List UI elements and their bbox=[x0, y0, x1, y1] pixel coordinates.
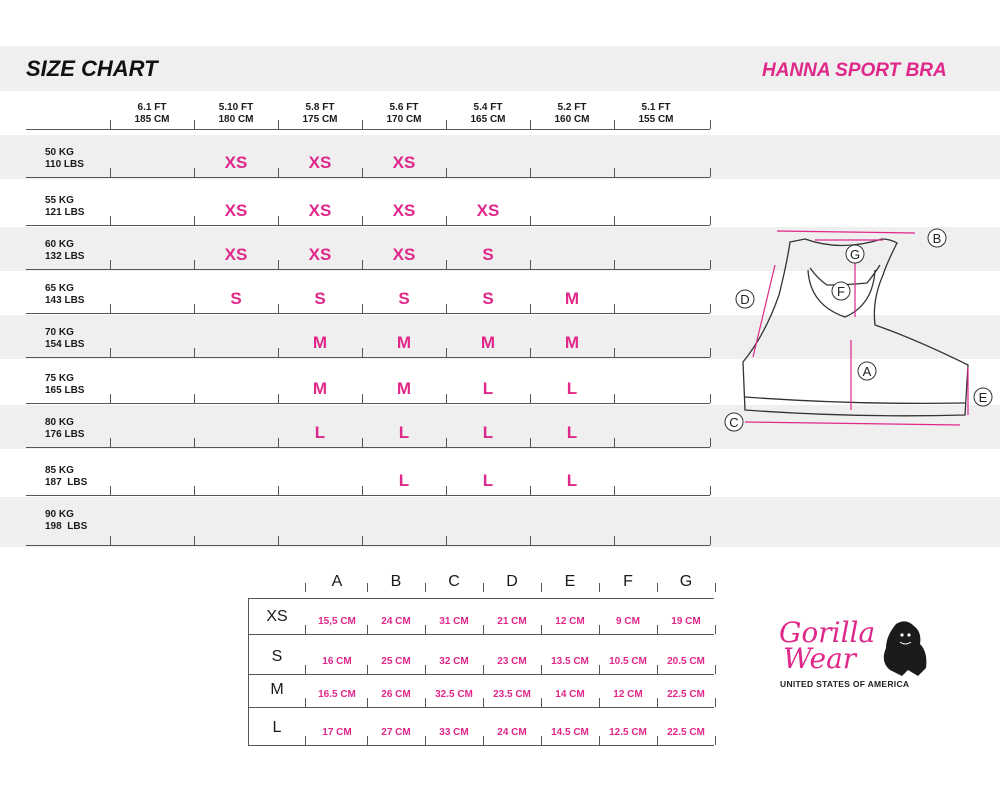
measurement-value: 17 CM bbox=[322, 727, 352, 738]
grid-tick bbox=[367, 625, 368, 634]
grid-tick bbox=[362, 304, 363, 313]
size-cell: S bbox=[482, 289, 494, 308]
grid-tick bbox=[367, 583, 368, 592]
grid-tick bbox=[614, 260, 615, 269]
grid-tick bbox=[614, 348, 615, 357]
grid-tick bbox=[715, 583, 716, 592]
measurement-column-header: A bbox=[331, 573, 343, 590]
row-baseline bbox=[26, 403, 710, 404]
measurement-header-line bbox=[248, 598, 714, 599]
measurement-row-line bbox=[248, 707, 714, 708]
grid-tick bbox=[362, 536, 363, 545]
grid-tick bbox=[446, 216, 447, 225]
height-column-header: 5.10 FT 180 CM bbox=[218, 102, 254, 125]
grid-tick bbox=[194, 120, 195, 129]
grid-tick bbox=[657, 665, 658, 674]
grid-tick bbox=[446, 536, 447, 545]
grid-tick bbox=[614, 216, 615, 225]
measurement-value: 14 CM bbox=[555, 689, 585, 700]
size-cell: L bbox=[482, 379, 494, 398]
grid-tick bbox=[710, 304, 711, 313]
grid-tick bbox=[530, 168, 531, 177]
grid-tick bbox=[194, 394, 195, 403]
grid-tick bbox=[530, 486, 531, 495]
row-baseline bbox=[26, 269, 710, 270]
size-cell: XS bbox=[224, 153, 248, 172]
brand-logo: Gorilla Wear bbox=[779, 616, 876, 675]
grid-tick bbox=[425, 583, 426, 592]
grid-tick bbox=[710, 486, 711, 495]
grid-tick bbox=[110, 260, 111, 269]
diagram-label: E bbox=[978, 390, 988, 405]
grid-tick bbox=[710, 348, 711, 357]
size-cell: M bbox=[480, 333, 496, 352]
grid-tick bbox=[599, 583, 600, 592]
grid-tick bbox=[710, 260, 711, 269]
grid-tick bbox=[278, 348, 279, 357]
row-band bbox=[0, 135, 1000, 179]
measurement-value: 31 CM bbox=[439, 616, 469, 627]
grid-tick bbox=[305, 698, 306, 707]
grid-tick bbox=[194, 438, 195, 447]
grid-tick bbox=[194, 168, 195, 177]
measurement-value: 16 CM bbox=[322, 656, 352, 667]
measurement-size-label: L bbox=[272, 719, 282, 736]
grid-tick bbox=[657, 698, 658, 707]
size-cell: M bbox=[564, 289, 580, 308]
row-baseline bbox=[26, 313, 710, 314]
measurement-value: 22.5 CM bbox=[667, 689, 705, 700]
measurement-value: 32 CM bbox=[439, 656, 469, 667]
grid-tick bbox=[110, 168, 111, 177]
size-cell: M bbox=[396, 379, 412, 398]
grid-tick bbox=[614, 438, 615, 447]
grid-tick bbox=[446, 394, 447, 403]
grid-tick bbox=[110, 216, 111, 225]
measurement-value: 19 CM bbox=[671, 616, 701, 627]
measurement-row-line bbox=[248, 674, 714, 675]
grid-tick bbox=[614, 486, 615, 495]
size-cell: L bbox=[482, 471, 494, 490]
height-column-header: 5.4 FT 165 CM bbox=[470, 102, 506, 125]
measurement-size-label: XS bbox=[266, 608, 288, 625]
row-baseline bbox=[26, 495, 710, 496]
diagram-label: C bbox=[729, 415, 739, 430]
grid-tick bbox=[715, 736, 716, 745]
grid-tick bbox=[362, 216, 363, 225]
grid-tick bbox=[425, 625, 426, 634]
grid-tick bbox=[530, 304, 531, 313]
measurement-value: 25 CM bbox=[381, 656, 411, 667]
size-cell: L bbox=[482, 423, 494, 442]
measurement-value: 12 CM bbox=[555, 616, 585, 627]
measurement-value: 24 CM bbox=[381, 616, 411, 627]
measurement-value: 33 CM bbox=[439, 727, 469, 738]
measurement-column-header: B bbox=[390, 573, 402, 590]
grid-tick bbox=[110, 394, 111, 403]
grid-tick bbox=[110, 304, 111, 313]
weight-row-label: 75 KG 165 LBS bbox=[45, 373, 85, 396]
grid-tick bbox=[278, 536, 279, 545]
size-cell: L bbox=[398, 471, 410, 490]
grid-tick bbox=[530, 348, 531, 357]
grid-tick bbox=[657, 583, 658, 592]
measurement-value: 26 CM bbox=[381, 689, 411, 700]
size-cell: S bbox=[230, 289, 242, 308]
grid-tick bbox=[614, 304, 615, 313]
weight-row-label: 50 KG 110 LBS bbox=[45, 147, 84, 170]
grid-tick bbox=[541, 625, 542, 634]
grid-tick bbox=[110, 438, 111, 447]
grid-tick bbox=[446, 438, 447, 447]
grid-tick bbox=[530, 216, 531, 225]
diagram-label: B bbox=[932, 231, 942, 246]
grid-tick bbox=[530, 438, 531, 447]
diagram-label: D bbox=[740, 292, 750, 307]
gorilla-icon bbox=[876, 618, 931, 678]
size-cell: XS bbox=[308, 245, 332, 264]
height-column-header: 5.6 FT 170 CM bbox=[386, 102, 422, 125]
grid-tick bbox=[446, 120, 447, 129]
measurement-value: 12.5 CM bbox=[609, 727, 647, 738]
grid-tick bbox=[362, 438, 363, 447]
grid-tick bbox=[425, 698, 426, 707]
size-cell: S bbox=[482, 245, 494, 264]
grid-tick bbox=[305, 583, 306, 592]
grid-tick bbox=[278, 260, 279, 269]
grid-tick bbox=[599, 625, 600, 634]
grid-tick bbox=[278, 394, 279, 403]
measurement-row-line bbox=[248, 745, 714, 746]
grid-tick bbox=[483, 625, 484, 634]
weight-row-label: 80 KG 176 LBS bbox=[45, 417, 85, 440]
grid-tick bbox=[110, 120, 111, 129]
grid-tick bbox=[483, 583, 484, 592]
weight-row-label: 85 KG 187 LBS bbox=[45, 465, 88, 488]
measurement-value: 23.5 CM bbox=[493, 689, 531, 700]
measurement-value: 23 CM bbox=[497, 656, 527, 667]
grid-tick bbox=[541, 698, 542, 707]
grid-tick bbox=[362, 394, 363, 403]
grid-tick bbox=[599, 736, 600, 745]
grid-tick bbox=[446, 304, 447, 313]
diagram-label: G bbox=[849, 247, 861, 262]
size-cell: L bbox=[314, 423, 326, 442]
grid-tick bbox=[194, 216, 195, 225]
grid-tick bbox=[278, 438, 279, 447]
grid-tick bbox=[362, 168, 363, 177]
diagram-label: A bbox=[862, 364, 872, 379]
size-cell: M bbox=[312, 379, 328, 398]
grid-tick bbox=[715, 698, 716, 707]
row-baseline bbox=[26, 177, 710, 178]
measurement-value: 21 CM bbox=[497, 616, 527, 627]
height-column-header: 5.1 FT 155 CM bbox=[638, 102, 674, 125]
grid-tick bbox=[305, 625, 306, 634]
grid-tick bbox=[278, 304, 279, 313]
row-baseline bbox=[26, 447, 710, 448]
grid-tick bbox=[541, 665, 542, 674]
header-baseline bbox=[26, 129, 710, 130]
measurement-value: 32.5 CM bbox=[435, 689, 473, 700]
grid-tick bbox=[278, 486, 279, 495]
grid-tick bbox=[715, 665, 716, 674]
grid-tick bbox=[710, 394, 711, 403]
size-cell: S bbox=[314, 289, 326, 308]
grid-tick bbox=[541, 583, 542, 592]
weight-row-label: 65 KG 143 LBS bbox=[45, 283, 85, 306]
weight-row-label: 60 KG 132 LBS bbox=[45, 239, 85, 262]
grid-tick bbox=[446, 486, 447, 495]
grid-tick bbox=[110, 486, 111, 495]
grid-tick bbox=[110, 348, 111, 357]
grid-tick bbox=[194, 486, 195, 495]
measurement-column-header: D bbox=[506, 573, 518, 590]
grid-tick bbox=[362, 120, 363, 129]
weight-row-label: 70 KG 154 LBS bbox=[45, 327, 85, 350]
grid-tick bbox=[362, 486, 363, 495]
measurement-size-label: M bbox=[270, 681, 284, 698]
measurement-value: 24 CM bbox=[497, 727, 527, 738]
grid-tick bbox=[483, 698, 484, 707]
weight-row-label: 55 KG 121 LBS bbox=[45, 195, 85, 218]
size-cell: L bbox=[398, 423, 410, 442]
size-cell: XS bbox=[308, 201, 332, 220]
size-cell: XS bbox=[476, 201, 500, 220]
grid-tick bbox=[715, 625, 716, 634]
row-baseline bbox=[26, 225, 710, 226]
grid-tick bbox=[614, 536, 615, 545]
grid-tick bbox=[194, 304, 195, 313]
grid-tick bbox=[541, 736, 542, 745]
grid-tick bbox=[530, 394, 531, 403]
page-title: SIZE CHART bbox=[26, 56, 158, 81]
height-column-header: 6.1 FT 185 CM bbox=[134, 102, 170, 125]
size-cell: XS bbox=[224, 201, 248, 220]
grid-tick bbox=[530, 260, 531, 269]
product-name: HANNA SPORT BRA bbox=[762, 60, 947, 81]
grid-tick bbox=[110, 536, 111, 545]
measurement-value: 13.5 CM bbox=[551, 656, 589, 667]
measurement-value: 14.5 CM bbox=[551, 727, 589, 738]
measurement-column-header: F bbox=[623, 573, 633, 590]
grid-tick bbox=[305, 736, 306, 745]
grid-tick bbox=[710, 438, 711, 447]
measurement-value: 22.5 CM bbox=[667, 727, 705, 738]
size-cell: M bbox=[312, 333, 328, 352]
size-cell: L bbox=[566, 423, 578, 442]
grid-tick bbox=[425, 665, 426, 674]
grid-tick bbox=[367, 736, 368, 745]
measurement-size-label: S bbox=[271, 648, 283, 665]
measurement-column-header: C bbox=[448, 573, 460, 590]
measurement-row-line bbox=[248, 634, 714, 635]
measurement-value: 16.5 CM bbox=[318, 689, 356, 700]
row-baseline bbox=[26, 545, 710, 546]
grid-tick bbox=[657, 625, 658, 634]
height-column-header: 5.2 FT 160 CM bbox=[554, 102, 590, 125]
height-column-header: 5.8 FT 175 CM bbox=[302, 102, 338, 125]
grid-tick bbox=[710, 536, 711, 545]
grid-tick bbox=[278, 168, 279, 177]
grid-tick bbox=[194, 536, 195, 545]
measurement-left-rule bbox=[248, 598, 249, 746]
grid-tick bbox=[362, 260, 363, 269]
grid-tick bbox=[599, 665, 600, 674]
grid-tick bbox=[278, 216, 279, 225]
grid-tick bbox=[425, 736, 426, 745]
size-cell: S bbox=[398, 289, 410, 308]
size-cell: XS bbox=[392, 245, 416, 264]
size-cell: XS bbox=[308, 153, 332, 172]
size-cell: M bbox=[564, 333, 580, 352]
grid-tick bbox=[278, 120, 279, 129]
measurement-column-header: E bbox=[564, 573, 576, 590]
grid-tick bbox=[530, 120, 531, 129]
grid-tick bbox=[305, 665, 306, 674]
grid-tick bbox=[367, 665, 368, 674]
brand-tagline: UNITED STATES OF AMERICA bbox=[780, 679, 910, 689]
size-cell: XS bbox=[392, 153, 416, 172]
size-cell: XS bbox=[392, 201, 416, 220]
size-cell: L bbox=[566, 379, 578, 398]
grid-tick bbox=[614, 394, 615, 403]
measurement-column-header: G bbox=[679, 573, 693, 590]
grid-tick bbox=[367, 698, 368, 707]
grid-tick bbox=[194, 348, 195, 357]
grid-tick bbox=[710, 120, 711, 129]
grid-tick bbox=[446, 348, 447, 357]
grid-tick bbox=[710, 168, 711, 177]
grid-tick bbox=[194, 260, 195, 269]
size-cell: L bbox=[566, 471, 578, 490]
measurement-value: 12 CM bbox=[613, 689, 643, 700]
row-band bbox=[0, 497, 1000, 547]
measurement-value: 27 CM bbox=[381, 727, 411, 738]
measurement-value: 15,5 CM bbox=[318, 616, 356, 627]
weight-row-label: 90 KG 198 LBS bbox=[45, 509, 88, 532]
row-baseline bbox=[26, 357, 710, 358]
grid-tick bbox=[710, 216, 711, 225]
grid-tick bbox=[446, 260, 447, 269]
grid-tick bbox=[614, 120, 615, 129]
measurement-value: 10.5 CM bbox=[609, 656, 647, 667]
grid-tick bbox=[446, 168, 447, 177]
measurement-value: 20.5 CM bbox=[667, 656, 705, 667]
grid-tick bbox=[599, 698, 600, 707]
sport-bra-diagram bbox=[715, 225, 1000, 440]
size-cell: M bbox=[396, 333, 412, 352]
grid-tick bbox=[362, 348, 363, 357]
grid-tick bbox=[657, 736, 658, 745]
grid-tick bbox=[614, 168, 615, 177]
grid-tick bbox=[530, 536, 531, 545]
measurement-value: 9 CM bbox=[616, 616, 640, 627]
diagram-label: F bbox=[837, 284, 845, 299]
size-cell: XS bbox=[224, 245, 248, 264]
grid-tick bbox=[483, 665, 484, 674]
grid-tick bbox=[483, 736, 484, 745]
